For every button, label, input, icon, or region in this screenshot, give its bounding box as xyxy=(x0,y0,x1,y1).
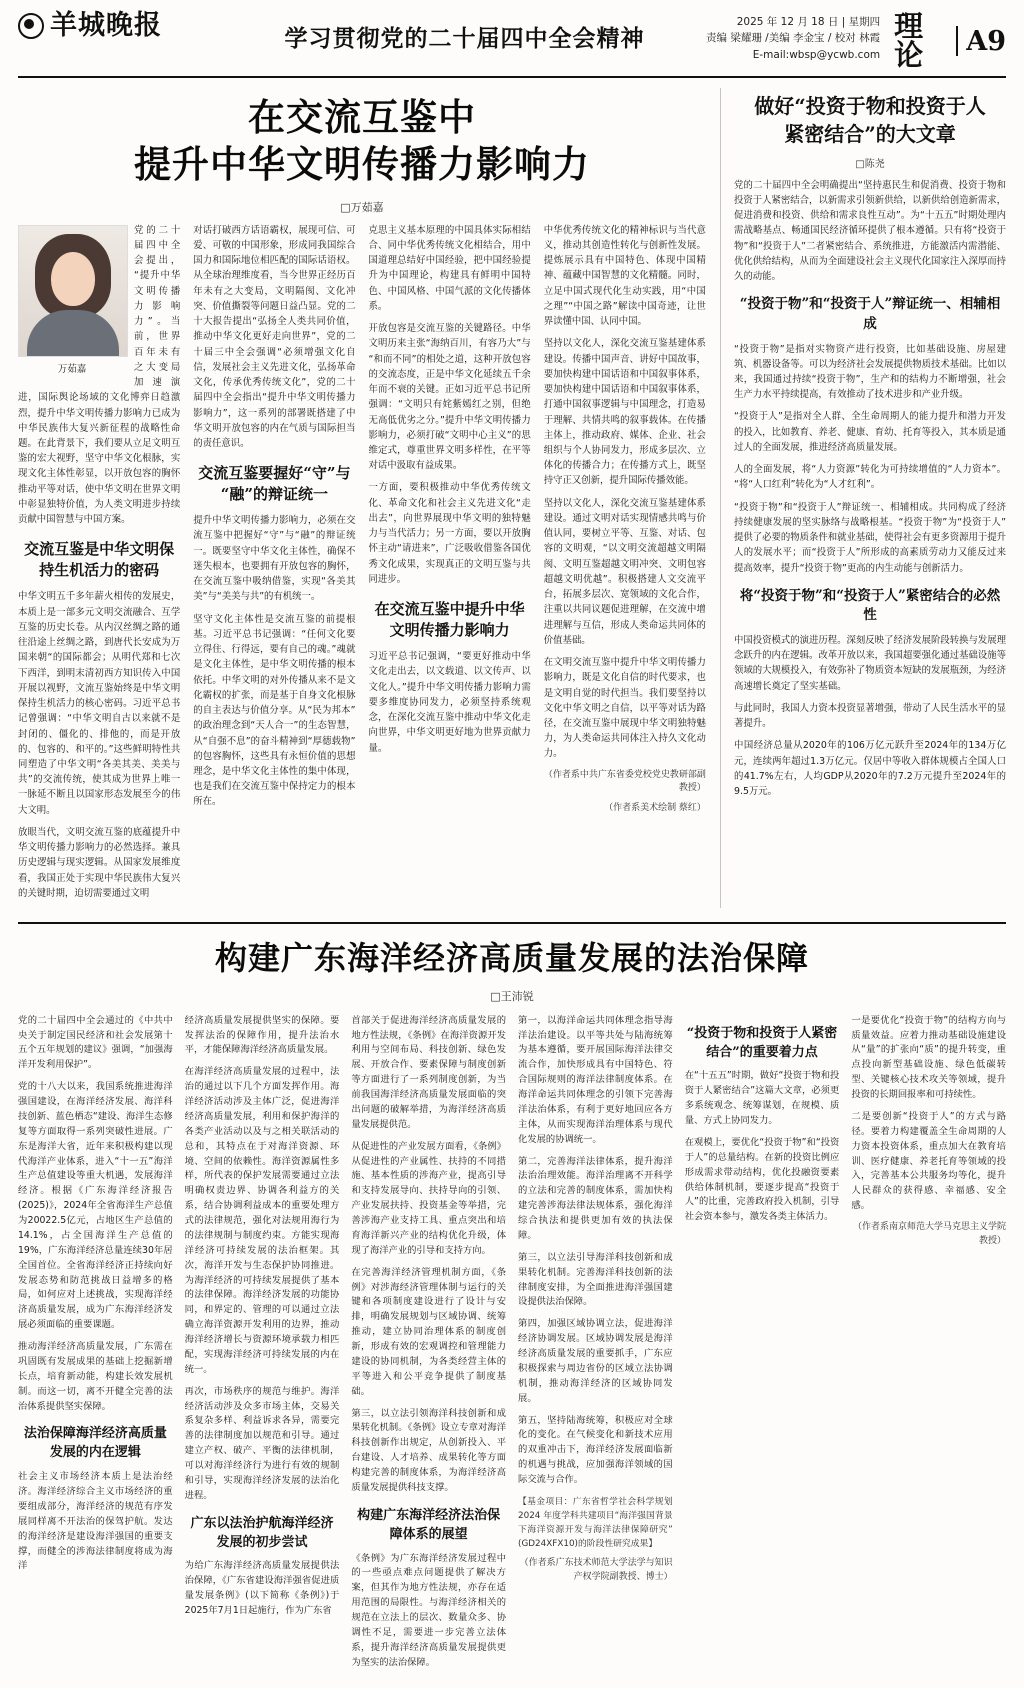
bottom-column-5 xyxy=(685,1014,840,1678)
paragraph: 第一，以海洋命运共同体理念指导海洋法治建设。以平等共处与陆海统筹为基本遵循，要开展国际海洋法律交流合作，加快形成具有中国特色、符合国际规则的海洋法律制度体系。在海洋命运共同体理念的引领下完善海洋法治体系，有利于更好地回应各方主体，从而实现海洋治理体系与现代化发展的协调统一。 xyxy=(518,1014,673,1148)
paragraph: 开放包容是交流互鉴的关键路径。中华文明历来主张“海纳百川，有容乃大”与“和而不同”的相处之道，这种开放包容的交流态度，正是中华文化延续五千余年而不衰的关键。正如习近平总书记所强调：“文明只有姹紫嫣红之别，但绝无高低优劣之分。”提升中华文明传播力影响力，必须打破“文明中心主义”的思维定式，尊重世界文明多样性，在平等对话中汲取有益成果。 xyxy=(368,321,530,473)
right-article-byline: □陈尧 xyxy=(734,155,1006,170)
paragraph: 二是要创新“投资于人”的方式与路径。要着力构建覆盖全生命周期的人力资本投资体系，重点加大在教育培训、医疗健康、养老托育等领域的投入，完善基本公共服务均等化，提升人民群众的获得感、幸福感、安全感。 xyxy=(851,1110,1006,1214)
section-divider xyxy=(956,26,958,56)
bottom-subhead-2: 广东以法治护航海洋经济发展的初步尝试 xyxy=(185,1515,340,1553)
issue-meta xyxy=(706,12,880,63)
right-article-title xyxy=(734,92,1006,149)
right-article xyxy=(734,88,1006,908)
paragraph: 为给广东海洋经济高质量发展提供法治保障，《广东省建设海洋强省促进质量发展条例》(以下简称《条例》)于2025年7月1日起施行，作为广东省 xyxy=(185,1559,340,1619)
newspaper-logo xyxy=(18,12,223,39)
circle-logo-icon xyxy=(18,13,44,39)
issue-email: E-mail:wbsp@ycwb.com xyxy=(706,47,880,63)
section-name: 理论 xyxy=(894,12,948,70)
feature-article xyxy=(18,88,706,908)
paragraph: “投资于物”和“投资于人”辩证统一、相辅相成。共同构成了经济持续健康发展的坚实脉络与战略根基。“投资于物”为“投资于人”提供了必要的物质条件和就业基础，使得社会有更多资源用于提升人的发展水平；而“投资于人”所形成的高素质劳动力又能反过来提高效率，提升“投资于物”更高的内生动能与创新活力。 xyxy=(734,500,1006,576)
paragraph: 坚持以文化人，深化交流互鉴基建体系建设。传播中国声音、讲好中国故事，要加快构建中国话语和中国叙事体系，要加快构建中国话语和中国叙事体系，打通中国叙事逻辑与中国理念，打造易于理解、共情共鸣的叙事载体。在传播主体上，推动政府、媒体、企业、社会组织与个人协同发力，形成多层次、立体化的传播合力；在传播方式上，既坚持守正又创新，提升国际传播效能。 xyxy=(544,336,706,488)
paragraph: 第三，以立法引领海洋科技创新和成果转化机制。《条例》设立专章对海洋科技创新作出规定，从创新投入、平台建设、人才培养、成果转化等方面构建完善的制度体系，为海洋经济高质量发展提供科技支撑。 xyxy=(351,1407,506,1496)
paragraph: 第三，以立法引导海洋科技创新和成果转化机制。完善海洋科技创新的法律制度安排，为全面推进海洋强国建设提供法治保障。 xyxy=(518,1251,673,1311)
portrait-face xyxy=(51,252,95,306)
paragraph: 党的二十届四中全会通过的《中共中央关于制定国民经济和社会发展第十五个五年规划的建议》强调，“加强海洋开发利用保护”。 xyxy=(18,1014,173,1074)
paragraph: 中华文明五千多年薪火相传的发展史，本质上是一部多元文明交流融合、互学互鉴的历史长卷。从内汉丝绸之路的通往沿途上丝绸之路，到唐代长安成为万国来朝“的国际都会；从明代郑和七次下西洋，到明末清初西方知识传入中国开展以视野，文流互鉴始终是中华文明保持生机活力的核心密码。习近平总书记曾强调：“中华文明自古以来就不是封闭的、僵化的、排他的，而是开放的、包容的、和平的。”这些鲜明特性共同塑造了中华文明“各美其美、美美与共”的交流传统，使其成为世界上唯一一脉延不断且以国家形态发展至今的伟大文明。 xyxy=(18,589,180,818)
bottom-column-2 xyxy=(185,1014,340,1678)
feature-column-3 xyxy=(368,223,530,908)
masthead xyxy=(18,12,1006,78)
paragraph: “投资于物”是指对实物资产进行投资，比如基础设施、房屋建筑、机器设备等。可以为经济社会发展提供物质技术基础。比如以来，我国通过持续“投资于物”，生产和的结构力不断增强，社会生产力水平持续提高，有效推动了技术进步和产业升级。 xyxy=(734,342,1006,403)
paragraph: 提升中华文明传播力影响力，必须在交流互鉴中把握好“守”与“融”的辩证统一。既要坚守中华文化主体性，确保不迷失根本，也要拥有开放包容的胸怀，在交流互鉴中吸纳借鉴，实现“各美其美”与“美美与共”的有机统一。 xyxy=(193,513,355,604)
paragraph: 对话打破西方话语霸权，展现可信、可爱、可敬的中国形象，形成同我国综合国力和国际地位相匹配的国际话语权。从全球治理维度看，当今世界正经历百年未有之大变局，文明隔阂、文化冲突、价值撕裂等问题日益凸显。党的二十大报告提出“弘扬全人类共同价值，推动中华文化更好走向世界”，党的二十届三中全会强调“必须增强文化自信，发展社会主义先进文化，弘扬革命文化，传承优秀传统文化”，党的二十届四中全会指出“提升中华文明传播力影响力”，这一系列的部署既搭建了中华文明开放包容的内在气质与国际担当的责任意识。 xyxy=(193,223,355,452)
bottom-signature: （作者系广东技术师范大学法学与知识产权学院副教授、博士） xyxy=(518,1557,673,1584)
portrait-body xyxy=(27,310,119,356)
feature-column-2 xyxy=(193,223,355,908)
bottom-subhead-3: 构建广东海洋经济法治保障体系的展望 xyxy=(351,1507,506,1545)
paragraph: 第二，完善海洋法律体系，提升海洋法治治理效能。海洋治理离不开科学的立法和完善的制度体系，需加快构建完善涉海法律法规体系，强化海洋综合执法和提供更加有效的执法保障。 xyxy=(518,1155,673,1244)
feature-columns xyxy=(18,223,706,908)
paragraph: 在“十五五”时期，做好“投资于物和投资于人紧密结合”这篇大文章，必须更多系统观念、统筹谋划，在规模、质量、方式上协同发力。 xyxy=(685,1069,840,1129)
right-subhead-2: 将“投资于物”和“投资于人”紧密结合的必然性 xyxy=(734,587,1006,626)
feature-signature-1: （作者系中共广东省委党校党史教研部副教授） xyxy=(544,769,706,796)
paragraph: “投资于人”是指对全人群、全生命周期人的能力提升和潜力开发的投入，比如教育、养老、健康、育幼、托育等投入，其本质是通过人的全面发展，推进经济高质量发展。 xyxy=(734,409,1006,455)
masthead-right xyxy=(706,12,1006,70)
paragraph: 与此同时，我国人力资本投资显著增强，带动了人民生活水平的显著提升。 xyxy=(734,701,1006,731)
feature-subhead-1: 交流互鉴是中华文明保持生机活力的密码 xyxy=(18,539,180,581)
top-zone xyxy=(18,88,1006,908)
feature-subhead-2: 交流互鉴要握好“守”与“融”的辩证统一 xyxy=(193,463,355,505)
paragraph: 再次，市场秩序的规范与维护。海洋经济活动涉及众多市场主体，交易关系复杂多样、利益诉求各异，需要完善的法律制度加以规范和引导。通过建立产权、破产、平衡的法律机制，可以对海洋经济行为进行有效的规制和引导，实现海洋经济发展的法治化进程。 xyxy=(185,1385,340,1504)
paragraph: 一方面，要积极推动中华优秀传统文化、革命文化和社会主义先进文化“走出去”，向世界展现中华文明的独特魅力与当代活力；另一方面，要以开放胸怀主动“请进来”，广泛吸收借鉴各国优秀文化成果，实现真正的文明互鉴与共同进步。 xyxy=(368,480,530,587)
bottom-headline: 构建广东海洋经济高质量发展的法治保障 xyxy=(18,938,1006,980)
paragraph: 从促进性的产业发展方面看，《条例》从促进性的产业属性、扶持的不同措施、基本性质的涉海产业，提高引导和支持发展导向、扶持导向的引领、产业发展扶持、投资基金等举措，完善涉海产业支持工具、重点突出和培育海洋新兴产业的结构优化升级，体现了海洋产业的引导和支持方向。 xyxy=(351,1140,506,1259)
bottom-column-1 xyxy=(18,1014,173,1678)
paragraph: 人的全面发展，将“人力资源”转化为可持续增值的“人力资本”。“将“人口红利”转化为“人才红利”。 xyxy=(734,462,1006,492)
bottom-column-6 xyxy=(851,1014,1006,1678)
paragraph: 推动海洋经济高质量发展，广东需在巩固既有发展成果的基础上挖掘新增长点，培育新动能，构建长效发展机制。而这一切，离不开健全完善的法治体系提供坚实保障。 xyxy=(18,1340,173,1414)
paragraph: 党的二十届四中全会提出，“提升中华文明传播力影响力”。当前，世界百年未有之大变局加速演进，国际舆论场域的文化博弈日趋激烈，提升中华文明传播力影响力已成为中华民族伟大复兴新征程的战略性命题。在此背景下，我们要从立足文明互鉴的宏大视野，坚守中华文化根脉，实现文化主体性彰显，以开放包容的胸怀推动平等对话，使中华文明在世界文明中彰显独特价值，为人类文明进步持续贡献中国智慧与中国方案。 xyxy=(18,223,180,528)
bottom-columns xyxy=(18,1014,1006,1678)
feature-subhead-3: 在交流互鉴中提升中华文明传播力影响力 xyxy=(368,599,530,641)
paragraph: 经济高质量发展提供坚实的保障。要发挥法治的保障作用，提升法治水平，才能保障海洋经济高质量发展。 xyxy=(185,1014,340,1059)
campaign-slogan: 学习贯彻党的二十届四中全会精神 xyxy=(223,20,706,53)
paragraph: 在完善海洋经济管理机制方面，《条例》对涉海经济管理体制与运行的关键和各项制度建设进行了设计与安排，明确发展规划与区域协调、统筹推动，建立协同治理体系的制度创新，形成有效的宏观调控和管理能力建设的协同机制，为各类经营主体的平等进入和公平竞争提供了制度基础。 xyxy=(351,1266,506,1400)
bottom-subhead-1: 法治保障海洋经济高质量发展的内在逻辑 xyxy=(18,1425,173,1463)
feature-headline-line2: 提升中华文明传播力影响力 xyxy=(18,141,706,188)
right-title-line2: 紧密结合”的大文章 xyxy=(734,120,1006,148)
paragraph: 坚守文化主体性是交流互鉴的前提根基。习近平总书记强调：“任何文化要立得住、行得远，要有自己的魂。”魂就是文化主体性，是中华文明传播的根本依托。中华文明的对外传播从来不是文化霸权的扩张，而是基于自身文化根脉的自主表达与价值分享。从“民为邦本”的政治理念到“天人合一”的生态智慧，从“自强不息”的奋斗精神到“厚德载物”的包容胸怀，这些具有永恒价值的思想理念，是中华文化主体性的集中体现，也是我们在交流互鉴中保持定力的根本所在。 xyxy=(193,612,355,810)
issue-credits: 责编 梁耀珊 /美编 李金宝 / 校对 林霞 xyxy=(706,30,880,46)
right2-signature: （作者系南京师范大学马克思主义学院教授） xyxy=(851,1221,1006,1248)
paragraph: 在海洋经济高质量发展的过程中，法治的通过以下几个方面发挥作用。海洋经济活动涉及主体广泛，促进海洋经济高质量发展，利用和保护海洋的各类产业活动以及与之相关联活动的总和，其特点在于对海洋资源、环境、空间的依赖性。海洋资源属性多样，所代表的保护发展需要通过立法明确权责边界、协调各利益方的关系，结合协调利益成本的重要处理方式的法律规范，强化对法规用海行为的法律规制与制度约束。方能实现海洋经济可持续发展的法治框架。其次，海洋开发与生态保护协同推进。为海洋经济的可持续发展提供了基本的法律保障。海洋经济发展的功能协同，和界定的、管理的可以通过立法确立海洋资源开发利用的边界，推动海洋经济增长与资源环境承载力相匹配，实现海洋经济可持续发展的内在统一。 xyxy=(185,1065,340,1377)
paragraph: 克思主义基本原理的中国具体实际相结合、同中华优秀传统文化相结合，用中国道理总结好中国经验，把中国经验提升为中国理论，构建具有鲜明中国特色、中国风格、中国气派的文化传播体系。 xyxy=(368,223,530,314)
paragraph: 中国投资模式的演进历程。深刻反映了经济发展阶段转换与发展理念跃升的内在逻辑。改革开放以来，我国超要强化通过基础设施等领域的大规模投入，有效弥补了物质资本短缺的发展瓶颈，为经济高速增长奠定了坚实基础。 xyxy=(734,633,1006,694)
bottom-column-3 xyxy=(351,1014,506,1678)
bottom-article xyxy=(18,938,1006,1677)
newspaper-title: 羊城晚报 xyxy=(50,12,162,39)
paragraph: 习近平总书记强调，“要更好推动中华文化走出去，以文载道、以文传声、以文化人。”提升中华文明传播力影响力需要多维度协同发力，必须坚持系统观念，在深化交流互鉴中推动中华文化走向世界，中华文明更好地为世界贡献力量。 xyxy=(368,649,530,756)
feature-column-1 xyxy=(18,223,180,908)
paragraph: 坚持以文化人，深化交流互鉴基建体系建设。通过文明对话实现情感共鸣与价值认同，要树立平等、互鉴、对话、包容的文明观，“以文明交流超越文明隔阂、文明互鉴超越文明冲突、文明包容超越文明优越”。积极搭建人文交流平台，拓展多层次、宽领域的文化合作，注重以共同议题促进理解，在交流中增进理解与互信，形成人类命运共同体的价值基础。 xyxy=(544,496,706,648)
paragraph: 中国经济总量从2020年的106万亿元跃升至2024年的134万亿元，连续两年超过1.3万亿元。仅居中等收入群体规模占全国人口的41.7%左右，人均GDP从2020年的7.2万元提升至2024年的9.5万元。 xyxy=(734,738,1006,799)
issue-date: 2025 年 12 月 18 日 | 星期四 xyxy=(706,14,880,30)
author-portrait-image xyxy=(18,225,128,357)
feature-headline-line1: 在交流互鉴中 xyxy=(18,94,706,141)
author-portrait-caption: 万茹嘉 xyxy=(18,361,126,375)
paragraph: 中华优秀传统文化的精神标识与当代意义，推动其创造性转化与创新性发展。提炼展示具有中国特色、体现中国精神、蕴藏中国智慧的文化精髓。同时，立足中国式现代化生动实践，用“中国之理”“中国之路”解读中国奇迹，让世界读懂中国、认同中国。 xyxy=(544,223,706,330)
paragraph: 党的十八大以来，我国系统推进海洋强国建设，在海洋经济发展、海洋科技创新、蓝色栖态“建设、海洋生态修复等方面取得一系列突破性进展。广东是海洋大省，近年来积极构建以现代海洋产业体系，进入“十一五”海洋生产总值建设等重大机遇，发展海洋经济。根据《广东海洋经济报告(2025)》，2024年全省海洋生产总值为20022.5亿元，占地区生产总值的14.1%，占全国海洋生产总值的19%，广东海洋经济总量连续30年居全国首位。全省海洋经济正持续向好发展态势和防范挑战日益增多的格局，如何应对上述挑战，实现海洋经济高质量发展，成为广东海洋经济发展必须面临的重要课题。 xyxy=(18,1080,173,1333)
feature-headline xyxy=(18,94,706,189)
page-number: A9 xyxy=(966,28,1006,55)
paragraph: 放眼当代，文明交流互鉴的底蕴提升中华文明传播力影响力的必然选择。兼具历史逻辑与现实逻辑。从国家发展维度看，我国正处于实现中华民族伟大复兴的关键时期，迫切需要通过文明 xyxy=(18,825,180,901)
bottom-byline: □王沛锐 xyxy=(18,988,1006,1004)
feature-signature-2: （作者系美术绘制 蔡红） xyxy=(544,802,706,816)
paragraph: 第五，坚持陆海统筹，积极应对全球化的变化。在气候变化和新技术应用的双重冲击下，海洋经济发展面临新的机遇与挑战，应加强海洋领域的国际交流与合作。 xyxy=(518,1414,673,1488)
paragraph: 《条例》为广东海洋经济发展过程中的一些亟点难点问题提供了解决方案，但其作为地方性法规，亦存在适用范围的局限性。与海洋经济相关的规范在立法上的层次、数量众多、协调性不足，需要进一步完善立法体系，提升海洋经济高质量发展提供更为坚实的法治保障。 xyxy=(351,1552,506,1671)
right-title-line1: 做好“投资于物和投资于人 xyxy=(734,92,1006,120)
author-portrait-wrap xyxy=(18,225,126,375)
section-separator xyxy=(18,922,1006,924)
paragraph: 第四，加强区域协调立法，促进海洋经济协调发展。区域协调发展是海洋经济高质量发展的重要抓手，广东应积极探索与周边省份的区域立法协调机制，推动海洋经济的区域协同发展。 xyxy=(518,1317,673,1406)
right-subhead-1: “投资于物”和“投资于人”辩证统一、相辅相成 xyxy=(734,295,1006,334)
paragraph: 社会主义市场经济本质上是法治经济。海洋经济综合主义市场经济的重要组成部分，海洋经济的规范有序发展同样离不开法治的保驾护航。发达的海洋经济是建设海洋强国的重要支撑，而健全的涉海法律制度将成为海洋 xyxy=(18,1470,173,1574)
paragraph: 首部关于促进海洋经济高质量发展的地方性法规，《条例》在海洋资源开发利用与空间布局、科技创新、绿色发展、开放合作、要素保障与制度创新等方面进行了一系列制度创新，为当前我国海洋经济高质量发展面临的突出问题的破解举措，为海洋经济高质量发展提供范。 xyxy=(351,1014,506,1133)
paragraph: 党的二十届四中全会明确提出“坚持惠民生和促消费、投资于物和投资于人紧密结合，以新需求引领新供给，以新供给创造新需求，促进消费和投资、供给和需求良性互动”。为“十五五”时期处理内需战略基点、畅通国民经济循环提供了根本遵循。只有将“投资于物”和“投资于人”二者紧密结合、系统推进，方能激活内需潜能、优化供给结构，从而为全面建设社会主义现代化国家注入深厚而持久的动能。 xyxy=(734,178,1006,285)
funding-note: 【基金项目：广东省哲学社会科学规划 2024 年度学科共建项目“海洋强国背景下海洋资源开发与海洋法律保障研究”(GD24XFX10)的阶段性研究成果】 xyxy=(518,1495,673,1551)
paragraph: 在观模上，要优化“投资于物”和“投资于人”的总量结构。在新的投资比例应形成需求带动结构，优化投融资要素供给体制机制，要逐步提高“投资于人”的比重，完善政府投入机制，引导社会资本参与，激发各类主体活力。 xyxy=(685,1136,840,1225)
feature-byline: □万茹嘉 xyxy=(18,199,706,215)
bottom-column-4 xyxy=(518,1014,673,1678)
paragraph: 一是要优化“投资于物”的结构方向与质量效益。应着力推动基础设施建设从“量”的扩张向“质”的提升转变，重点投向新型基础设施、绿色低碳转型、关键核心技术攻关等领域，提升投资的长期回报率和可持续性。 xyxy=(851,1014,1006,1103)
paragraph: 在文明交流互鉴中提升中华文明传播力影响力，既是文化自信的时代要求，也是文明自觉的时代担当。我们要坚持以文化中华文明之自信，以平等对话为路径，在交流互鉴中展现中华文明独特魅力，为人类命运共同体注入持久文化动力。 xyxy=(544,655,706,762)
campaign-slogan-area xyxy=(223,12,706,53)
right2-subhead: “投资于物和投资于人紧密结合”的重要着力点 xyxy=(685,1025,840,1063)
feature-column-4 xyxy=(544,223,706,908)
section-header xyxy=(894,12,1006,70)
